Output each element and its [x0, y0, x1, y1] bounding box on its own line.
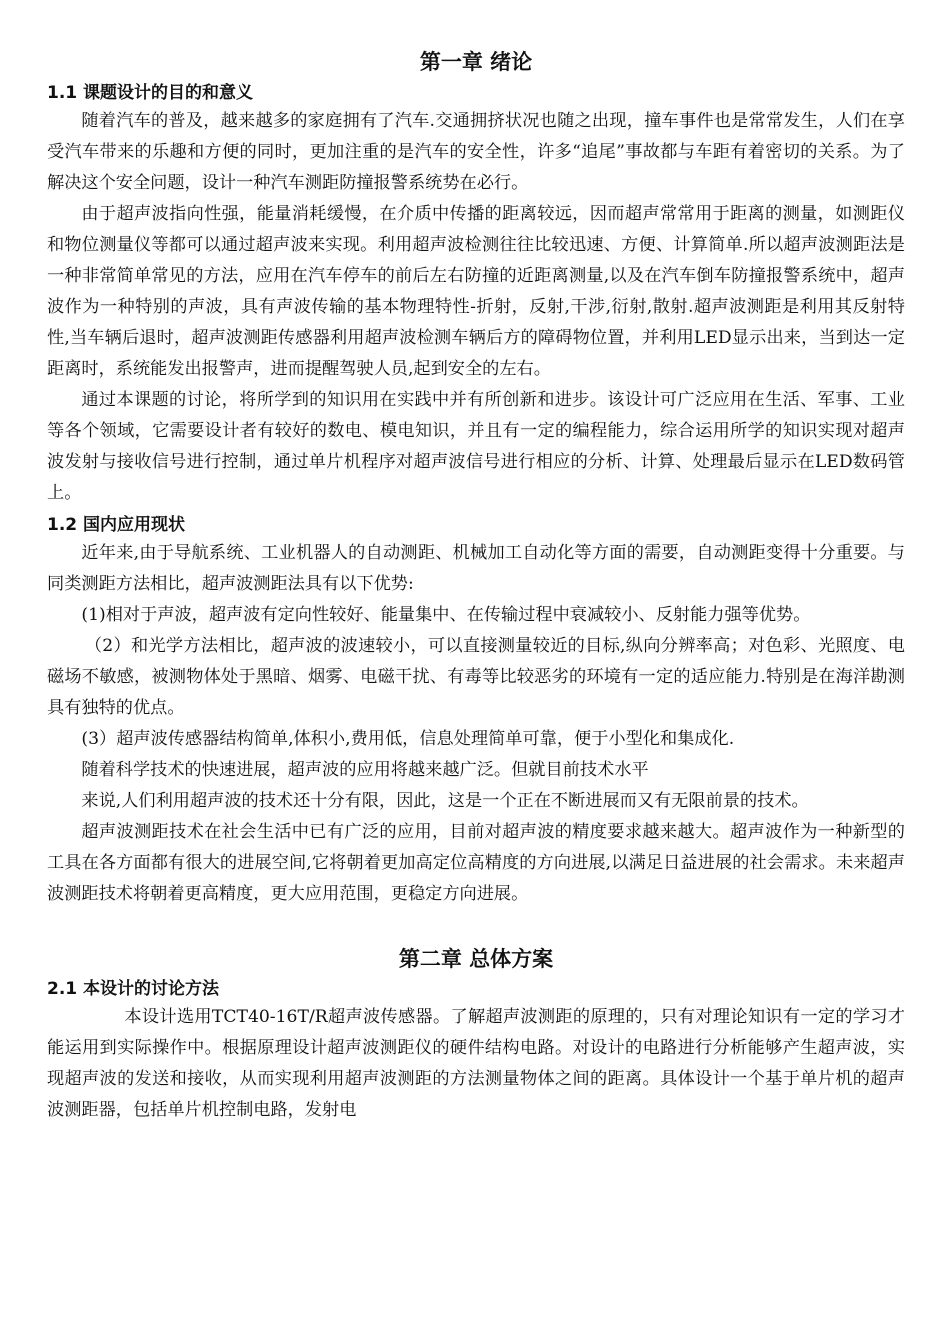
section-1-2-title: 1.2 国内应用现状 — [47, 515, 186, 535]
list-item-advantage-2: （2）和光学方法相比，超声波的波速较小，可以直接测量较近的目标,纵向分辨率高；对色彩、光照度、电磁场不敏感，被测物体处于黑暗、烟雾、电磁干扰、有毒等比较恶劣的环境有一定的适应能力.特别是在海洋勘测具有独特的优点。 — [47, 636, 905, 718]
section-1-1-title: 1.1 课题设计的目的和意义 — [47, 83, 254, 103]
list-item-advantage-1: (1)相对于声波，超声波有定向性较好、能量集中、在传输过程中衰减较小、反射能力强等优势。 — [81, 605, 811, 625]
paragraph-outlook: 超声波测距技术在社会生活中已有广泛的应用，目前对超声波的精度要求越来越大。超声波作为一种新型的工具在各方面都有很大的进展空间,它将朝着更加高定位高精度的方向进展,以满足日益进展的社会需求。未来超声波测距技术将朝着更高精度，更大应用范围，更稳定方向进展。 — [47, 822, 905, 904]
list-item-advantage-3: (3）超声波传感器结构简单,体积小,费用低，信息处理简单可靠，便于小型化和集成化. — [81, 729, 735, 749]
paragraph-development-line2: 来说,人们利用超声波的技术还十分有限，因此，这是一个正在不断进展而又有无限前景的技术。 — [81, 791, 809, 811]
document-page — [47, 0, 905, 1126]
paragraph-development-line1: 随着科学技术的快速进展，超声波的应用将越来越广泛。但就目前技术水平 — [81, 760, 649, 780]
paragraph-research-goal: 通过本课题的讨论，将所学到的知识用在实践中并有所创新和进步。该设计可广泛应用在生活、军事、工业等各个领域，它需要设计者有较好的数电、模电知识，并且有一定的编程能力，综合运用所学的知识实现对超声波发射与接收信号进行控制，通过单片机程序对超声波信号进行相应的分析、计算、处理最后显示在LED数码管上。 — [47, 390, 905, 503]
paragraph-method: 本设计选用TCT40-16T/R超声波传感器。了解超声波测距的原理的，只有对理论知识有一定的学习才能运用到实际操作中。根据原理设计超声波测距仪的硬件结构电路。对设计的电路进行分析能够产生超声波，实现超声波的发送和接收，从而实现利用超声波测距的方法测量物体之间的距离。具体设计一个基于单片机的超声波测距器，包括单片机控制电路，发射电 — [47, 1007, 905, 1120]
paragraph-domestic-intro: 近年来,由于导航系统、工业机器人的自动测距、机械加工自动化等方面的需要，自动测距变得十分重要。与同类测距方法相比，超声波测距法具有以下优势: — [47, 543, 905, 594]
paragraph-purpose: 随着汽车的普及，越来越多的家庭拥有了汽车.交通拥挤状况也随之出现，撞车事件也是常常发生，人们在享受汽车带来的乐趣和方便的同时，更加注重的是汽车的安全性，许多“追尾”事故都与车距有着密切的关系。为了解决这个安全问题，设计一种汽车测距防撞报警系统势在必行。 — [47, 111, 905, 193]
section-2-1-title: 2.1 本设计的讨论方法 — [47, 979, 220, 999]
chapter-2-title: 第二章 总体方案 — [398, 947, 554, 971]
chapter-1-title: 第一章 绪论 — [419, 50, 533, 74]
paragraph-ultrasonic-principle: 由于超声波指向性强，能量消耗缓慢，在介质中传播的距离较远，因而超声常常用于距离的测量，如测距仪和物位测量仪等都可以通过超声波来实现。利用超声波检测往往比较迅速、方便、计算简单.所以超声波测距法是一种非常简单常见的方法，应用在汽车停车的前后左右防撞的近距离测量,以及在汽车倒车防撞报警系统中，超声波作为一种特别的声波，具有声波传输的基本物理特性-折射，反射,干涉,衍射,散射.超声波测距是利用其反射特性,当车辆后退时，超声波测距传感器利用超声波检测车辆后方的障碍物位置，并利用LED显示出来，当到达一定距离时，系统能发出报警声，进而提醒驾驶人员,起到安全的左右。 — [47, 204, 905, 379]
